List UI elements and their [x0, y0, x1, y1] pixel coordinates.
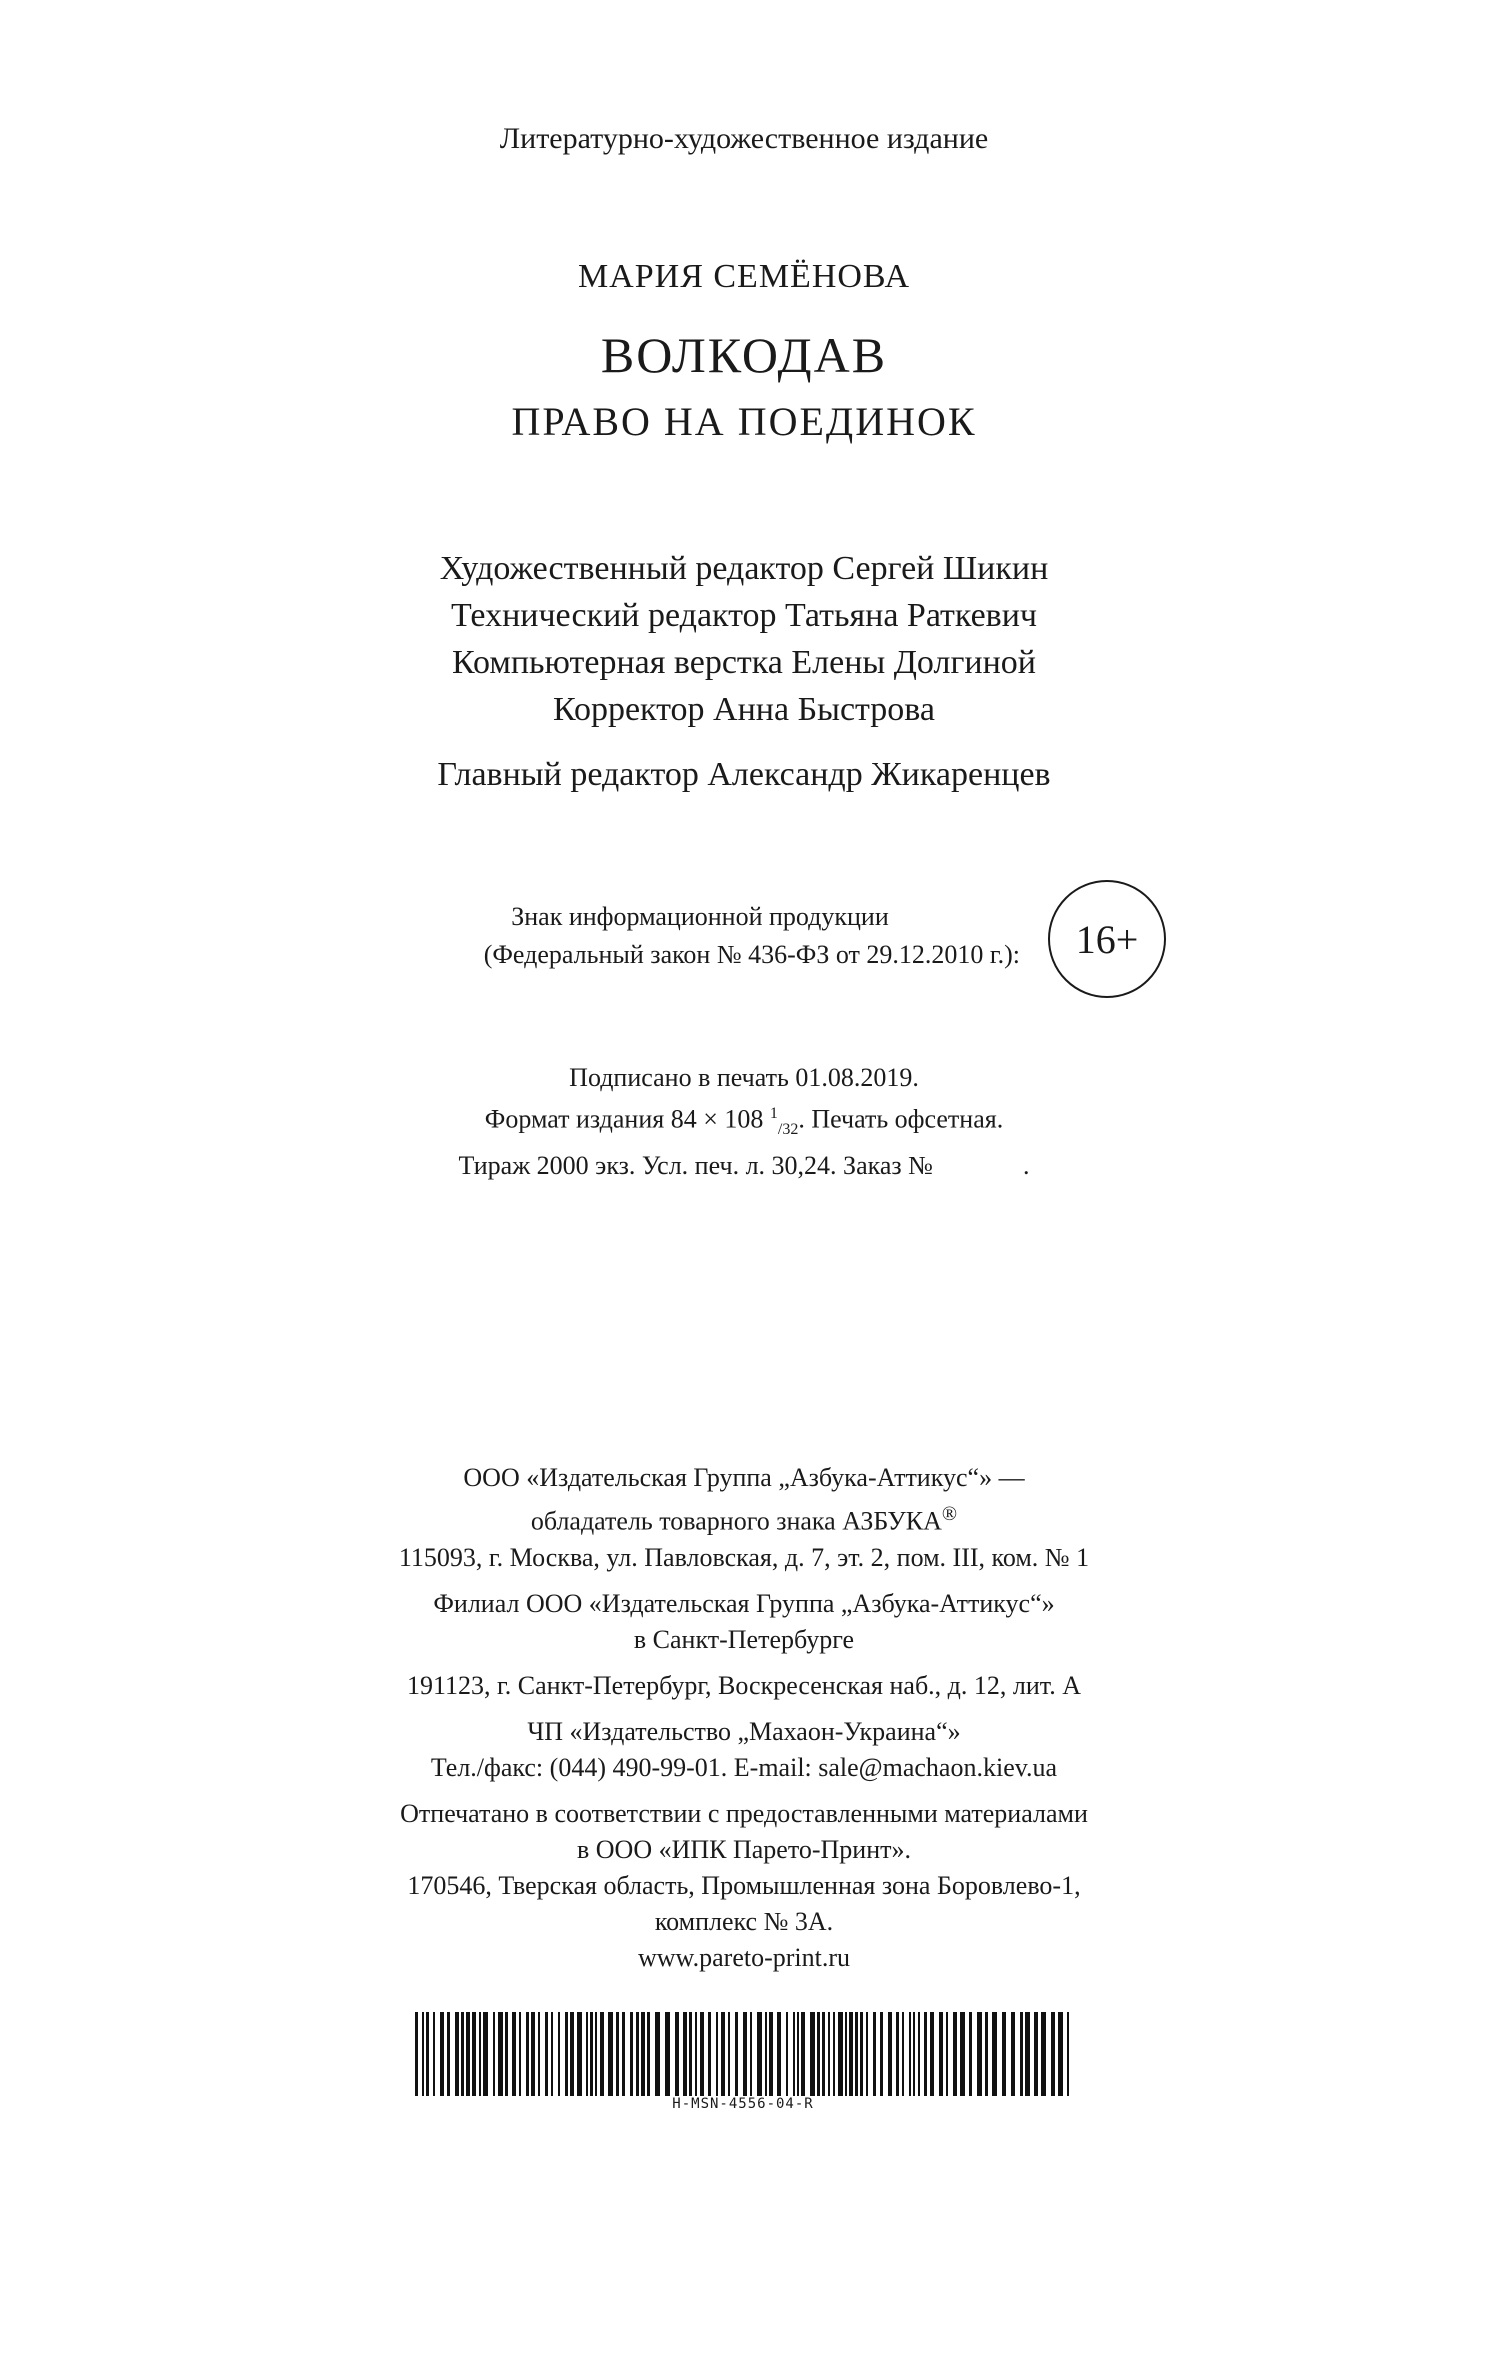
format-denominator: /32: [777, 1120, 799, 1138]
info-mark-line2: (Федеральный закон № 436-ФЗ от 29.12.2010 г.):: [483, 940, 1020, 969]
ukraine-contacts: Тел./факс: (044) 490-99-01. E-mail: sale@machaon.kiev.ua: [430, 1752, 1058, 1782]
printed-line1: Отпечатано в соответствии с предоставленными материалами: [400, 1798, 1088, 1828]
genre-label: Литературно-художественное издание: [499, 122, 989, 155]
book-subtitle: ПРАВО НА ПОЕДИНОК: [511, 399, 977, 444]
barcode-bars: [413, 2012, 1073, 2096]
print-info-block: [0, 1060, 1488, 1184]
branch-address: 191123, г. Санкт-Петербург, Воскресенская наб., д. 12, лит. А: [407, 1670, 1081, 1700]
info-mark-text: [320, 898, 1020, 974]
credit-proofreader: Корректор Анна Быстрова: [552, 691, 936, 728]
branch-line2: в Санкт-Петербурге: [633, 1624, 855, 1654]
credit-art-editor: Художественный редактор Сергей Шикин: [439, 550, 1049, 587]
credit-layout: Компьютерная верстка Елены Долгиной: [452, 644, 1036, 681]
ukraine-publisher: ЧП «Издательство „Махаон-Украина“»: [527, 1716, 961, 1746]
printed-line2: в ООО «ИПК Парето-Принт».: [576, 1834, 911, 1864]
credit-tech-editor: Технический редактор Татьяна Раткевич: [450, 597, 1038, 634]
format-suffix: . Печать офсетная.: [798, 1104, 1004, 1134]
credit-chief-editor: Главный редактор Александр Жикаренцев: [437, 756, 1051, 793]
trademark-text: обладатель товарного знака АЗБУКА: [530, 1506, 942, 1536]
age-rating-badge: [1048, 880, 1166, 998]
credits-block: [0, 545, 1488, 798]
book-title: ВОЛКОДАВ: [600, 327, 888, 383]
registered-mark: ®: [941, 1503, 958, 1525]
barcode: [413, 2012, 1073, 2122]
run-line: [0, 1148, 1488, 1184]
publisher-address: 115093, г. Москва, ул. Павловская, д. 7, эт. 2, пом. III, ком. № 1: [398, 1542, 1090, 1572]
format-numerator: 1: [769, 1105, 778, 1122]
publisher-block: [0, 1460, 1488, 1976]
printer-address1: 170546, Тверская область, Промышленная зона Боровлево-1,: [407, 1870, 1081, 1900]
author-name: МАРИЯ СЕМЁНОВА: [577, 258, 911, 295]
printer-address2: комплекс № 3А.: [654, 1906, 834, 1936]
signed-date: Подписано в печать 01.08.2019.: [569, 1063, 919, 1092]
publisher-line1: ООО «Издательская Группа „Азбука-Аттикус“» —: [463, 1463, 1025, 1492]
format-prefix: Формат издания 84 × 108: [484, 1104, 764, 1134]
barcode-code: H-MSN-4556-04-R: [672, 2096, 814, 2112]
printer-website: www.pareto-print.ru: [637, 1942, 851, 1972]
format-line: [0, 1096, 1488, 1148]
branch-line1: Филиал ООО «Издательская Группа „Азбука-Аттикус“»: [433, 1588, 1055, 1618]
publisher-line2: [0, 1496, 1488, 1540]
info-mark-line1: Знак информационной продукции: [511, 902, 889, 931]
run-text: Тираж 2000 экз. Усл. печ. л. 30,24. Заказ №: [458, 1150, 933, 1180]
run-end: .: [1022, 1150, 1030, 1180]
age-rating-label: 16+: [1075, 916, 1139, 962]
